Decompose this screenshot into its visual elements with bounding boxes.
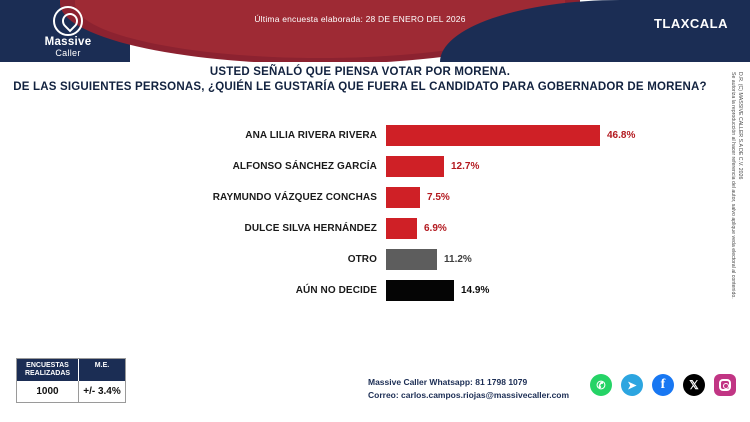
bar-label: ANA LILIA RIVERA RIVERA <box>245 129 377 141</box>
bar-fill <box>386 156 444 177</box>
table-header-margin: M.E. <box>94 362 110 369</box>
logo-mark-icon <box>53 6 83 36</box>
bar-label: RAYMUNDO VÁZQUEZ CONCHAS <box>212 191 377 203</box>
copyright-line2: Se autoriza la reproducción al hacer referencia del autor, salvo aplique veda electoral al contenido. <box>730 72 736 299</box>
contact-whatsapp: Massive Caller Whatsapp: 81 1798 1079 <box>368 377 528 387</box>
logo-text-line1: Massive <box>44 36 92 48</box>
facebook-icon[interactable]: f <box>652 374 674 396</box>
bar-label: DULCE SILVA HERNÁNDEZ <box>244 222 377 234</box>
state-name-label: TLAXCALA <box>653 16 728 31</box>
chart-row <box>0 124 720 146</box>
question-title <box>0 66 720 93</box>
table-header-row <box>17 359 125 381</box>
table-cell-margin-value: +/- 3.4% <box>83 386 121 397</box>
bar-chart <box>0 124 720 310</box>
table-row <box>17 381 125 402</box>
instagram-icon[interactable] <box>714 374 736 396</box>
x-twitter-icon[interactable]: 𝕏 <box>683 374 705 396</box>
bar-label: OTRO <box>347 253 377 265</box>
whatsapp-icon[interactable]: ✆ <box>590 374 612 396</box>
bar-fill <box>386 249 437 270</box>
bar-track <box>386 280 720 301</box>
logo-text-line2: Caller <box>55 48 81 58</box>
chart-row <box>0 186 720 208</box>
bar-value-label: 7.5% <box>427 191 450 203</box>
bar-track <box>386 249 720 270</box>
question-title-line2: DE LAS SIGUIENTES PERSONAS, ¿QUIÉN LE GUSTARÍA QUE FUERA EL CANDIDATO PARA GOBERNADOR DE MORENA? <box>13 81 707 93</box>
bar-fill <box>386 125 600 146</box>
bar-track <box>386 187 720 208</box>
bar-track <box>386 156 720 177</box>
telegram-icon[interactable]: ➤ <box>621 374 643 396</box>
bar-track <box>386 125 720 146</box>
bar-value-label: 11.2% <box>444 253 472 265</box>
instagram-glyph <box>719 379 731 391</box>
copyright-line1: D.R. (C) MASSIVE CALLER S.A DE C.V. 2026 <box>737 72 743 180</box>
question-title-line1: USTED SEÑALÓ QUE PIENSA VOTAR POR MORENA. <box>209 66 511 78</box>
chart-row <box>0 279 720 301</box>
bar-track <box>386 218 720 239</box>
bar-value-label: 46.8% <box>607 129 636 141</box>
contact-email: Correo: carlos.campos.riojas@massivecaller.com <box>368 390 570 400</box>
bar-label: ALFONSO SÁNCHEZ GARCÍA <box>232 160 377 172</box>
bar-value-label: 6.9% <box>424 222 447 234</box>
sample-size-table <box>16 358 126 403</box>
chart-row <box>0 155 720 177</box>
bar-label: AÚN NO DECIDE <box>295 284 377 296</box>
bar-fill <box>386 280 454 301</box>
social-links <box>590 374 736 396</box>
chart-row <box>0 248 720 270</box>
survey-date-label: Última encuesta elaborada: 28 DE ENERO DEL 2026 <box>254 14 466 24</box>
bar-fill <box>386 218 417 239</box>
chart-row <box>0 217 720 239</box>
contact-info <box>368 376 569 402</box>
header-banner <box>0 0 750 62</box>
table-header-surveys: ENCUESTAS REALIZADAS <box>17 359 79 381</box>
bar-fill <box>386 187 420 208</box>
massive-caller-logo <box>18 6 118 58</box>
copyright-side-notes <box>732 72 748 362</box>
bar-value-label: 14.9% <box>461 284 490 296</box>
bar-value-label: 12.7% <box>451 160 480 172</box>
table-cell-surveys-value: 1000 <box>17 381 79 402</box>
